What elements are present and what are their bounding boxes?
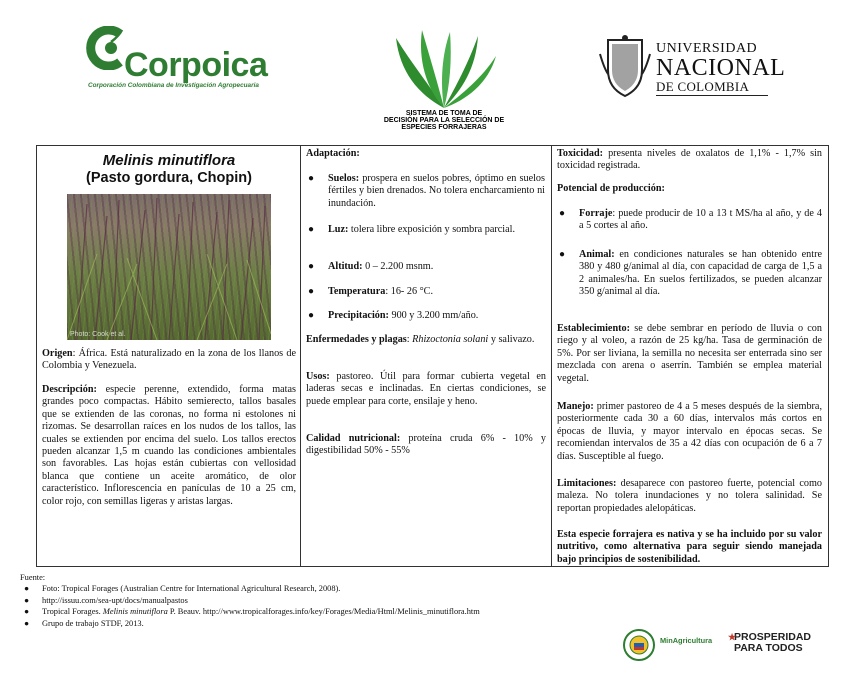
enfermedades-paragraph: Enfermedades y plagas: Rhizoctonia solani y salivazo. (306, 334, 535, 345)
colombia-seal-icon (622, 628, 656, 662)
bullet-icon: ● (308, 173, 315, 184)
origen-paragraph: Origen: África. Está naturalizado en la zona de los llanos de Colombia y Venezuela. (42, 348, 296, 372)
bullet-icon: ● (308, 286, 315, 297)
species-common-name: (Pasto gordura, Chopin) (86, 170, 252, 186)
photo-credit: Photo: Cook et al. (70, 331, 126, 338)
forraje-item: ● Forraje: puede producir de 10 a 13 t MS/ha al año, y de 4 a 5 cortes al año. (559, 208, 822, 232)
corpoica-logo (86, 26, 268, 92)
column-adaptation (301, 146, 552, 566)
unal-wordmark: UNIVERSIDAD NACIONAL DE COLOMBIA (656, 41, 786, 94)
species-scientific-name: Melinis minutiflora (102, 152, 236, 169)
adaptacion-heading: Adaptación: (306, 148, 360, 159)
toxicidad-paragraph: Toxicidad: presenta niveles de oxalatos de 1,1% - 1,7% sin toxicidad registrada. (557, 148, 822, 172)
corpoica-subtitle: Corporación Colombiana de Investigación Agropecuaria (88, 82, 259, 89)
sistema-logo (378, 28, 510, 131)
bullet-icon: ● (308, 261, 315, 272)
source-item: ● Tropical Forages. Melinis minutiflora P. Beauv. http://www.tropicalforages.info/key/Forages/Media/Html/Melinis_minutiflora.htm (24, 607, 480, 617)
source-item: ● http://issuu.com/sea-upt/docs/manualpastos (24, 595, 188, 605)
unal-shield-icon (598, 34, 652, 100)
star-icon: ★ (728, 632, 737, 642)
page-header (0, 0, 850, 140)
potencial-heading: Potencial de producción: (557, 183, 665, 194)
manejo-paragraph: Manejo: primer pastoreo de 4 a 5 meses después de la siembra, posteriormente cada 30 a 60 días, intervalos más cortos en épocas de lluvia, y mayor intervalo en épocas secas. Se recomiendan intervalos de 35 a 42 días con ocupación de 6 a 7 días. Susceptible al fuego. (557, 401, 822, 462)
limitaciones-paragraph: Limitaciones: desaparece con pastoreo fuerte, potencial como maleza. No tolera inundaciones y no tolera salinidad. Se reportan propiedades alelopáticas. (557, 478, 822, 514)
sistema-caption: SISTEMA DE TOMA DE DECISIÓN PARA LA SELECCIÓN DE ESPECIES FORRAJERAS (383, 110, 505, 131)
bullet-icon: ● (308, 224, 315, 235)
bullet-icon: ● (559, 249, 566, 260)
minagricultura-wordmark: MinAgricultura (660, 636, 713, 645)
establecimiento-paragraph: Establecimiento: se debe sembrar en período de lluvia o con riego y al voleo, a razón de 25 kg/ha. Tasa de germinación de 5%. Por ser liviana, la semilla no necesita ser enterrada sino ser mezclada con arena o aserrín. También se emplea material vegetal. (557, 323, 822, 384)
bullet-icon: ● (24, 607, 30, 617)
grass-leaves-icon (378, 28, 510, 110)
bullet-icon: ● (24, 584, 30, 594)
prosperidad-logo: ★ PROSPERIDAD PARA TODOS (728, 631, 812, 654)
column-overview (37, 146, 301, 566)
bullet-icon: ● (308, 310, 315, 321)
precipitacion-item: ● Precipitación: 900 y 3.200 mm/año. (308, 310, 479, 321)
source-item: ● Grupo de trabajo STDF, 2013. (24, 618, 144, 628)
minagricultura-logo (622, 628, 726, 662)
luz-item: ● Luz: tolera libre exposición y sombra parcial. (308, 224, 515, 235)
grass-photo-illustration (67, 194, 271, 340)
species-sheet-table (36, 145, 829, 567)
animal-item: ● Animal: en condiciones naturales se han obtenido entre 380 y 480 g/animal al día, con capacidad de carga de 1,5 a 2 animales/ha. En suelos fertilizados, se pueden alcanzar 350 g/animal al día. (559, 249, 822, 298)
unal-underline (656, 95, 768, 96)
descripcion-paragraph: Descripción: especie perenne, extendido, forma matas grandes poco compactas. Hábito semierecto, tallos basales que se extienden de las coronas, no forma ni estolones ni rizomas. Se desarrollan raíces en los nudos de los tallos, las cuales se extienden por encima del suelo. Los tallos erectos pueden alcanzar 1,5 m cuando las condiciones ambientales son favorables. Las hojas están cubiertas con vellosidad blanca que contiene un aceite aromático, de olor característico. Inflorescencia en panículas de 10 a 25 cm, color rojo, con semillas ligeras y aristas largas. (42, 384, 296, 507)
temperatura-item: ● Temperatura: 16- 26 °C. (308, 286, 433, 297)
column-production (552, 146, 828, 566)
usos-paragraph: Usos: pastoreo. Útil para formar cubierta vegetal en laderas secas e inclinadas. En ciertas condiciones, se puede emplear para corte, ensilaje y heno. (306, 371, 546, 407)
unal-logo (598, 34, 786, 102)
bullet-icon: ● (24, 618, 30, 628)
corpoica-wordmark: Corpoica (124, 46, 268, 84)
bullet-icon: ● (24, 595, 30, 605)
suelos-item: ● Suelos: prospera en suelos pobres, óptimo en suelos fértiles y bien drenados. No tolera encharcamiento ni inundación. (308, 173, 545, 209)
calidad-paragraph: Calidad nutricional: proteína cruda 6% - 10% y digestibilidad 50% - 55% (306, 433, 546, 457)
bullet-icon: ● (559, 208, 566, 219)
source-item: ● Foto: Tropical Forages (Australian Centre for International Agricultural Research, 2008). (24, 584, 341, 594)
sources-label: Fuente: (20, 573, 46, 582)
altitud-item: ● Altitud: 0 – 2.200 msnm. (308, 261, 434, 272)
species-photo (67, 194, 271, 340)
closing-statement: Esta especie forrajera es nativa y se ha incluido por su valor nutritivo, como alternativa para seguir siendo manejada bajo principios de sostenibilidad. (557, 529, 822, 565)
sources-footer (20, 572, 580, 629)
